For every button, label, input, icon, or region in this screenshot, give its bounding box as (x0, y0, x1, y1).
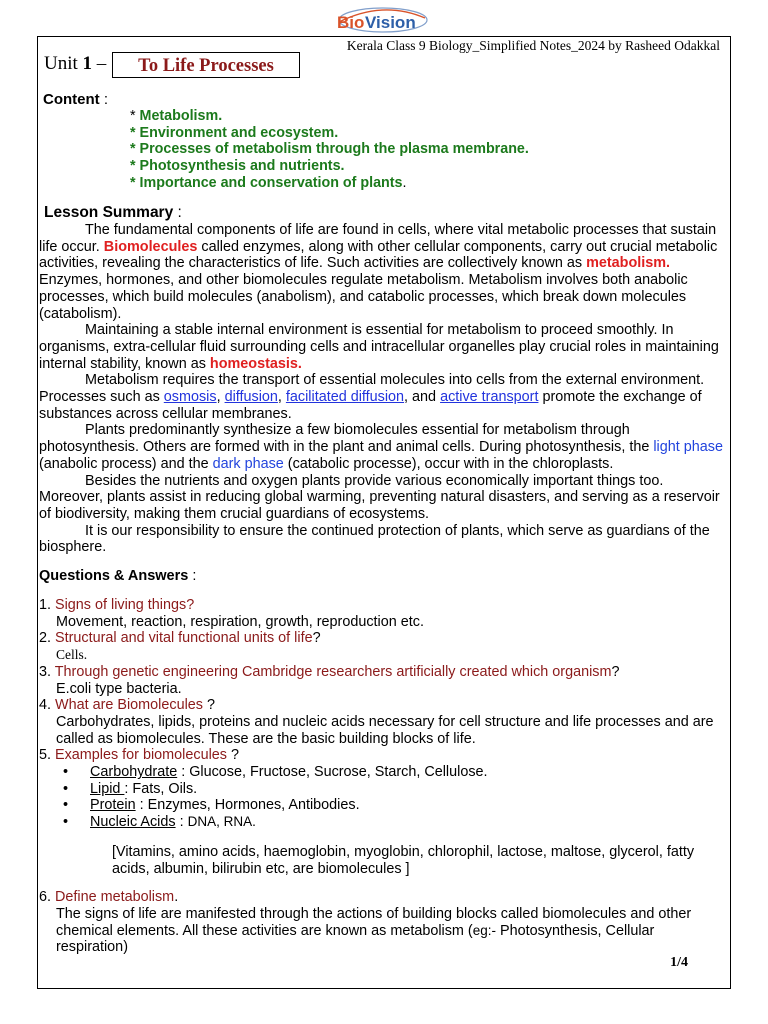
question-3 (39, 664, 729, 681)
unit-number: 1 (82, 53, 93, 74)
link-diffusion[interactable]: diffusion (224, 389, 278, 406)
question-text: Examples for biomolecules (55, 747, 227, 764)
content-colon: : (99, 91, 108, 108)
content-item-text: Importance and conservation of plants (139, 174, 403, 191)
list-item (39, 781, 729, 798)
example-sep: : (124, 780, 133, 797)
summary-paragraph-2 (39, 322, 729, 372)
question-text: Through genetic engineering Cambridge researchers artificially created which organism (54, 663, 612, 680)
question-number: 1. (39, 597, 55, 613)
qa-body (39, 597, 729, 956)
source-header: Kerala Class 9 Biology_Simplified Notes_2024 by Rasheed Odakkal (346, 38, 720, 53)
answer-2: Cells. (56, 647, 88, 663)
logo-bio-text: Bio (337, 13, 365, 32)
summary-text: , (277, 389, 286, 406)
qa-heading (39, 568, 196, 584)
example-value: Glucose, Fructose, Sucrose, Starch, Cellulose. (189, 764, 488, 781)
example-term: Protein (90, 797, 136, 814)
example-term: Carbohydrate (90, 764, 178, 781)
example-sep: : (135, 797, 148, 814)
lesson-summary-body (39, 222, 729, 556)
content-list (130, 108, 529, 192)
question-mark: ? (611, 663, 620, 680)
summary-text: Plants predominantly synthesize a few biomolecules essential for metabolism through photosynthesis. Others are formed with in the plant and animal cells. During photosynthesis, the (39, 422, 654, 456)
answer-eg: eg:- (472, 922, 496, 938)
answer-1: Movement, reaction, respiration, growth, reproduction etc. (56, 613, 424, 630)
summary-text: promote the exchange of substances across cellular membranes. (39, 389, 702, 422)
example-term: Nucleic Acids (90, 814, 176, 831)
summary-paragraph-3 (39, 372, 729, 422)
list-item (39, 814, 729, 831)
unit-prefix: Unit (44, 53, 78, 74)
qa-colon: : (188, 568, 197, 584)
example-sep: : (177, 764, 190, 781)
example-value: Fats, Oils. (132, 780, 198, 797)
summary-text: , and (404, 389, 441, 406)
content-item-text: Environment and ecosystem. (139, 124, 339, 141)
summary-text: Metabolism requires the transport of essential molecules into cells from the external environment. Processes such as (39, 372, 705, 406)
keyword-biomolecules: Biomolecules (103, 238, 198, 255)
answer-3: E.coli type bacteria. (56, 680, 182, 697)
answer-text: Photosynthesis, Cellular respiration) (56, 922, 655, 956)
summary-text: Maintaining a stable internal environment is essential for metabolism to proceed smoothly. In organisms, extra-cellular fluid surrounding cells and intracellular organelles play crucial roles in maintaining internal stability, known as (39, 322, 719, 372)
list-item (39, 764, 729, 781)
summary-text: (catabolic processe), occur with in the chloroplasts. (283, 455, 614, 472)
answer-4: Carbohydrates, lipids, proteins and nucleic acids necessary for cell structure and life processes and are called as biomolecules. These are the basic building blocks of life. (56, 713, 714, 747)
page-number: 1/4 (670, 955, 688, 970)
biomolecule-examples-list (39, 764, 729, 831)
question-4 (39, 697, 729, 714)
unit-dash: – (96, 53, 107, 74)
example-term: Lipid (90, 780, 125, 797)
content-item: * Processes of metabolism through the plasma membrane. (130, 141, 529, 158)
content-item-text: Metabolism. (139, 108, 223, 124)
question-number: 3. (39, 663, 55, 680)
link-active-transport[interactable]: active transport (440, 389, 539, 406)
content-item: * Environment and ecosystem. (130, 124, 339, 141)
question-number: 6. (39, 889, 55, 906)
question-text: What are Biomolecules (55, 697, 203, 714)
summary-paragraph-6: It is our responsibility to ensure the continued protection of plants, which serve as guardians of the biosphere. (39, 522, 710, 556)
example-value: DNA, RNA. (187, 814, 256, 830)
example-value: Enzymes, Hormones, Antibodies. (147, 797, 360, 814)
content-item-text: Photosynthesis and nutrients. (139, 158, 345, 175)
question-number: 5. (39, 747, 55, 764)
link-facilitated-diffusion[interactable]: facilitated diffusion (285, 389, 405, 406)
biovision-logo (333, 6, 428, 34)
lesson-summary-label: Lesson Summary (44, 204, 174, 221)
question-text: Signs of living things? (55, 597, 195, 613)
question-mark: ? (202, 697, 215, 714)
keyword-homeostasis: homeostasis. (209, 355, 302, 372)
summary-text: Enzymes, hormones, and other biomolecules regulate metabolism. Metabolism involves both anabolic processes, which build molecules (anabolism), and catabolic processes, which break down molecules (catabolism). (39, 272, 688, 322)
content-item: * Metabolism. (130, 108, 223, 124)
answer-text: The signs of life are manifested through the actions of building blocks called biomolecules and other chemical elements. All these activities are known as metabolism ( (56, 905, 692, 939)
answer-6 (56, 906, 729, 956)
term-dark-phase: dark phase (212, 455, 284, 472)
keyword-metabolism: metabolism. (586, 255, 671, 272)
lesson-summary-heading (44, 204, 182, 222)
example-sep: : (175, 814, 188, 831)
question-1 (39, 597, 729, 614)
qa-label: Questions & Answers (39, 568, 189, 584)
summary-text: The fundamental components of life are found in cells, where vital metabolic processes that sustain life occur. (39, 222, 717, 255)
content-item-period: . (402, 174, 407, 191)
summary-paragraph-5: Besides the nutrients and oxygen plants provide various economically important things too. Moreover, plants assist in reducing global warming, preventing natural disasters, and serving as a reservoir of biodiversity, making them crucial guardians of ecosystems. (39, 472, 720, 522)
unit-label (44, 53, 106, 75)
lesson-summary-colon: : (173, 204, 182, 221)
content-label-text: Content (43, 91, 100, 108)
question-mark: ? (226, 747, 239, 764)
summary-text: (anabolic process) and the (39, 455, 213, 472)
term-light-phase: light phase (653, 439, 723, 456)
biomolecules-note: [Vitamins, amino acids, haemoglobin, myoglobin, chlorophil, lactose, maltose, glycerol, fatty acids, albumin, bilirubin etc, are biomolecules ] (112, 843, 695, 877)
question-mark: ? (312, 630, 321, 647)
biovision-logo-mark (333, 6, 428, 34)
content-item: * Photosynthesis and nutrients. (130, 158, 345, 175)
unit-title: To Life Processes (112, 52, 300, 78)
question-number: 2. (39, 630, 55, 647)
question-mark: . (174, 889, 179, 906)
question-5 (39, 747, 729, 764)
question-text: Structural and vital functional units of life (55, 630, 313, 647)
content-item: * Importance and conservation of plants. (130, 174, 407, 191)
summary-text: , (216, 389, 225, 406)
question-2 (39, 630, 729, 647)
question-6 (39, 889, 729, 906)
content-item-text: Processes of metabolism through the plasma membrane. (139, 141, 529, 158)
list-item (39, 797, 729, 814)
question-number: 4. (39, 697, 55, 714)
link-osmosis[interactable]: osmosis (163, 389, 217, 406)
page-frame (37, 36, 731, 989)
question-text: Define metabolism (55, 889, 175, 906)
content-heading (43, 91, 108, 108)
summary-paragraph-1 (39, 222, 729, 322)
logo-vision-text: Vision (365, 13, 416, 32)
summary-text: called enzymes, along with other cellular components, carry out crucial metabolic activities, revealing the characteristics of life. Such activities are collectively known as (39, 238, 718, 272)
summary-paragraph-4 (39, 422, 729, 472)
